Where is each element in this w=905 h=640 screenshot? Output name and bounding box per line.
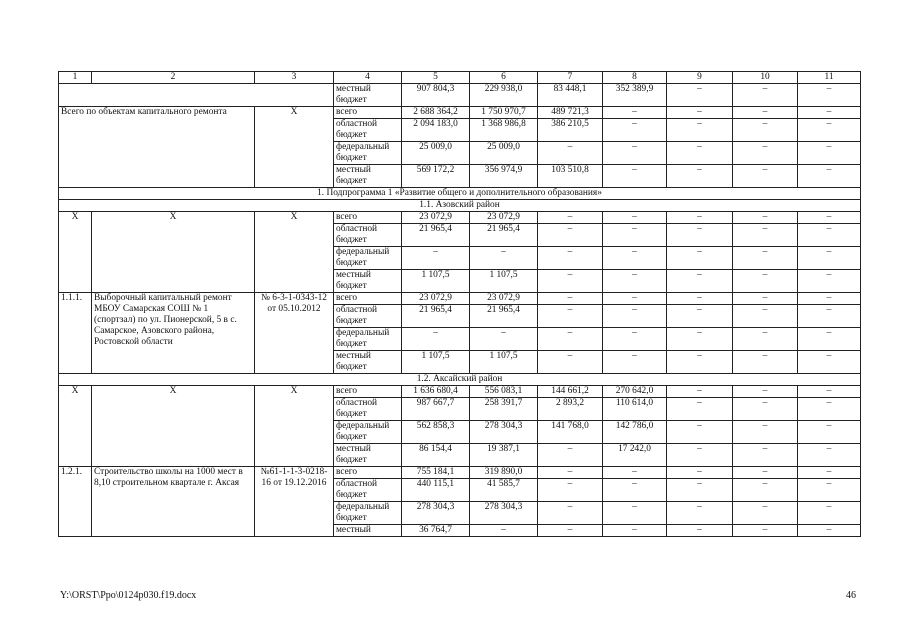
item-number-cell: 1.1.1. xyxy=(59,293,92,374)
amount-cell: – xyxy=(733,270,798,293)
amount-cell: 319 890,0 xyxy=(470,467,538,479)
amount-cell: – xyxy=(798,444,861,467)
amount-cell: – xyxy=(798,247,861,270)
amount-cell: – xyxy=(667,107,733,119)
funding-source-cell: федеральный бюджет xyxy=(334,502,402,525)
item-number-cell: Х xyxy=(59,212,92,293)
section-row xyxy=(59,188,861,200)
amount-cell: – xyxy=(603,270,667,293)
amount-cell: – xyxy=(538,142,603,165)
approval-doc-cell: Х xyxy=(255,212,334,293)
amount-cell: 41 585,7 xyxy=(470,479,538,502)
amount-cell: – xyxy=(538,444,603,467)
amount-cell: – xyxy=(667,119,733,142)
amount-cell: – xyxy=(733,386,798,398)
funding-source-cell: федеральный бюджет xyxy=(334,247,402,270)
amount-cell: – xyxy=(538,351,603,374)
funding-source-cell: областной бюджет xyxy=(334,305,402,328)
amount-cell: – xyxy=(667,351,733,374)
amount-cell: 386 210,5 xyxy=(538,119,603,142)
object-name-cell: Строительство школы на 1000 мест в 8,10 строительном квартале г. Аксая xyxy=(92,467,255,537)
amount-cell: 21 965,4 xyxy=(402,224,470,247)
item-number-cell: 1.2.1. xyxy=(59,467,92,537)
amount-cell: 356 974,9 xyxy=(470,165,538,188)
amount-cell: – xyxy=(538,270,603,293)
amount-cell: – xyxy=(733,502,798,525)
section-title: 1. Подпрограмма 1 «Развитие общего и дополнительного образования» xyxy=(59,188,861,200)
amount-cell: – xyxy=(667,328,733,351)
amount-cell: 83 448,1 xyxy=(538,84,603,107)
section-row xyxy=(59,374,861,386)
amount-cell: 23 072,9 xyxy=(470,293,538,305)
amount-cell: 103 510,8 xyxy=(538,165,603,188)
amount-cell: – xyxy=(733,224,798,247)
amount-cell: – xyxy=(798,525,861,537)
amount-cell: 1 636 680,4 xyxy=(402,386,470,398)
amount-cell: – xyxy=(603,212,667,224)
amount-cell: 144 661,2 xyxy=(538,386,603,398)
amount-cell: – xyxy=(538,467,603,479)
approval-doc-cell: Х xyxy=(255,107,334,188)
amount-cell: – xyxy=(733,165,798,188)
header-row xyxy=(59,72,861,84)
amount-cell: – xyxy=(402,328,470,351)
amount-cell: 19 387,1 xyxy=(470,444,538,467)
amount-cell: – xyxy=(733,212,798,224)
funding-source-cell: федеральный бюджет xyxy=(334,142,402,165)
amount-cell: – xyxy=(538,293,603,305)
funding-source-cell: местный бюджет xyxy=(334,84,402,107)
funding-source-cell: местный бюджет xyxy=(334,165,402,188)
header-cell: 6 xyxy=(470,72,538,84)
amount-cell: – xyxy=(603,224,667,247)
amount-cell: – xyxy=(798,305,861,328)
header-cell: 7 xyxy=(538,72,603,84)
amount-cell: 352 389,9 xyxy=(603,84,667,107)
amount-cell: – xyxy=(667,386,733,398)
table-row xyxy=(59,84,861,107)
funding-source-cell: местный бюджет xyxy=(334,270,402,293)
header-cell: 8 xyxy=(603,72,667,84)
header-cell: 9 xyxy=(667,72,733,84)
amount-cell: – xyxy=(667,502,733,525)
amount-cell: – xyxy=(667,293,733,305)
amount-cell: 229 938,0 xyxy=(470,84,538,107)
amount-cell: 440 115,1 xyxy=(402,479,470,502)
row-label: Всего по объектам капитального ремонта xyxy=(59,107,255,188)
funding-source-cell: федеральный бюджет xyxy=(334,421,402,444)
amount-cell: – xyxy=(538,328,603,351)
amount-cell: – xyxy=(798,84,861,107)
amount-cell: – xyxy=(603,107,667,119)
amount-cell: – xyxy=(733,444,798,467)
funding-source-cell: всего xyxy=(334,212,402,224)
amount-cell: 25 009,0 xyxy=(402,142,470,165)
footer-page-number: 46 xyxy=(846,590,856,601)
amount-cell: – xyxy=(798,270,861,293)
item-number-cell: Х xyxy=(59,386,92,467)
amount-cell: – xyxy=(733,305,798,328)
amount-cell: 907 804,3 xyxy=(402,84,470,107)
amount-cell: – xyxy=(667,305,733,328)
amount-cell: – xyxy=(603,165,667,188)
amount-cell: – xyxy=(733,479,798,502)
amount-cell: – xyxy=(603,119,667,142)
amount-cell: – xyxy=(667,421,733,444)
funding-source-cell: всего xyxy=(334,107,402,119)
header-cell: 1 xyxy=(59,72,92,84)
amount-cell: 1 107,5 xyxy=(470,270,538,293)
amount-cell: – xyxy=(667,525,733,537)
amount-cell: – xyxy=(733,467,798,479)
funding-source-cell: местный бюджет xyxy=(334,351,402,374)
amount-cell: – xyxy=(798,421,861,444)
object-name-cell: Выборочный капитальный ремонт МБОУ Самарская СОШ № 1 (спортзал) по ул. Пионерской, 5 в с. Самарское, Азовского района, Ростовской области xyxy=(92,293,255,374)
amount-cell: – xyxy=(603,467,667,479)
amount-cell: – xyxy=(667,247,733,270)
amount-cell: – xyxy=(798,328,861,351)
amount-cell: 258 391,7 xyxy=(470,398,538,421)
amount-cell: 2 893,2 xyxy=(538,398,603,421)
funding-source-cell: местный бюджет xyxy=(334,444,402,467)
amount-cell: – xyxy=(538,502,603,525)
table-row xyxy=(59,107,861,119)
section-title: 1.2. Аксайский район xyxy=(59,374,861,386)
amount-cell: 23 072,9 xyxy=(402,293,470,305)
table-row xyxy=(59,293,861,305)
amount-cell: – xyxy=(538,212,603,224)
amount-cell: – xyxy=(667,479,733,502)
amount-cell: – xyxy=(470,525,538,537)
amount-cell: – xyxy=(603,525,667,537)
amount-cell: – xyxy=(798,386,861,398)
funding-source-cell: областной бюджет xyxy=(334,479,402,502)
amount-cell: – xyxy=(603,305,667,328)
amount-cell: – xyxy=(538,305,603,328)
amount-cell: 987 667,7 xyxy=(402,398,470,421)
amount-cell: – xyxy=(470,328,538,351)
table-row xyxy=(59,212,861,224)
approval-doc-cell: Х xyxy=(255,386,334,467)
amount-cell: 1 368 986,8 xyxy=(470,119,538,142)
funding-source-cell: всего xyxy=(334,293,402,305)
table-row xyxy=(59,386,861,398)
section-row xyxy=(59,200,861,212)
amount-cell: – xyxy=(798,502,861,525)
amount-cell: – xyxy=(667,165,733,188)
amount-cell: – xyxy=(402,247,470,270)
amount-cell: – xyxy=(798,351,861,374)
amount-cell: 2 094 183,0 xyxy=(402,119,470,142)
amount-cell: – xyxy=(603,479,667,502)
amount-cell: – xyxy=(733,351,798,374)
amount-cell: – xyxy=(798,224,861,247)
amount-cell: 25 009,0 xyxy=(470,142,538,165)
amount-cell: – xyxy=(538,479,603,502)
amount-cell: 556 083,1 xyxy=(470,386,538,398)
amount-cell: 278 304,3 xyxy=(470,502,538,525)
amount-cell: 1 107,5 xyxy=(470,351,538,374)
amount-cell: – xyxy=(798,293,861,305)
table-row xyxy=(59,467,861,479)
amount-cell: – xyxy=(538,224,603,247)
amount-cell: – xyxy=(733,421,798,444)
amount-cell: 569 172,2 xyxy=(402,165,470,188)
amount-cell: 142 786,0 xyxy=(603,421,667,444)
amount-cell: – xyxy=(733,107,798,119)
amount-cell: – xyxy=(798,142,861,165)
funding-source-cell: областной бюджет xyxy=(334,224,402,247)
amount-cell: 489 721,3 xyxy=(538,107,603,119)
amount-cell: – xyxy=(798,479,861,502)
amount-cell: 278 304,3 xyxy=(402,502,470,525)
amount-cell: 86 154,4 xyxy=(402,444,470,467)
amount-cell: – xyxy=(667,444,733,467)
amount-cell: 23 072,9 xyxy=(402,212,470,224)
amount-cell: – xyxy=(667,398,733,421)
section-title: 1.1. Азовский район xyxy=(59,200,861,212)
amount-cell: 278 304,3 xyxy=(470,421,538,444)
amount-cell: – xyxy=(733,293,798,305)
amount-cell: – xyxy=(667,467,733,479)
amount-cell: – xyxy=(733,84,798,107)
amount-cell: – xyxy=(798,107,861,119)
amount-cell: – xyxy=(733,398,798,421)
header-cell: 11 xyxy=(798,72,861,84)
amount-cell: 2 688 364,2 xyxy=(402,107,470,119)
amount-cell: 1 750 970,7 xyxy=(470,107,538,119)
amount-cell: 21 965,4 xyxy=(402,305,470,328)
amount-cell: – xyxy=(603,351,667,374)
amount-cell: – xyxy=(603,247,667,270)
amount-cell: – xyxy=(798,398,861,421)
amount-cell: – xyxy=(667,224,733,247)
amount-cell: – xyxy=(603,142,667,165)
header-cell: 10 xyxy=(733,72,798,84)
amount-cell: 1 107,5 xyxy=(402,270,470,293)
amount-cell: 36 764,7 xyxy=(402,525,470,537)
amount-cell: – xyxy=(667,84,733,107)
funding-source-cell: всего xyxy=(334,386,402,398)
approval-doc-cell: №61-1-1-3-0218-16 от 19.12.2016 xyxy=(255,467,334,537)
budget-table xyxy=(58,71,861,537)
approval-doc-cell: № 6-3-1-0343-12 от 05.10.2012 xyxy=(255,293,334,374)
amount-cell: – xyxy=(798,212,861,224)
amount-cell: – xyxy=(603,328,667,351)
funding-source-cell: всего xyxy=(334,467,402,479)
amount-cell: – xyxy=(667,142,733,165)
amount-cell: – xyxy=(538,247,603,270)
amount-cell: – xyxy=(538,525,603,537)
object-name-cell: Х xyxy=(92,386,255,467)
header-cell: 5 xyxy=(402,72,470,84)
amount-cell: – xyxy=(733,525,798,537)
amount-cell: 1 107,5 xyxy=(402,351,470,374)
empty-cell xyxy=(59,84,334,107)
funding-source-cell: федеральный бюджет xyxy=(334,328,402,351)
header-cell: 2 xyxy=(92,72,255,84)
amount-cell: – xyxy=(733,119,798,142)
amount-cell: 23 072,9 xyxy=(470,212,538,224)
amount-cell: – xyxy=(603,502,667,525)
table-body xyxy=(59,72,861,537)
amount-cell: 562 858,3 xyxy=(402,421,470,444)
amount-cell: 141 768,0 xyxy=(538,421,603,444)
amount-cell: – xyxy=(667,212,733,224)
funding-source-cell: областной бюджет xyxy=(334,119,402,142)
amount-cell: 17 242,0 xyxy=(603,444,667,467)
footer-file-path: Y:\ORST\Ppo\0124p030.f19.docx xyxy=(60,590,197,601)
header-cell: 3 xyxy=(255,72,334,84)
object-name-cell: Х xyxy=(92,212,255,293)
amount-cell: – xyxy=(733,328,798,351)
amount-cell: – xyxy=(667,270,733,293)
amount-cell: – xyxy=(798,165,861,188)
amount-cell: – xyxy=(603,293,667,305)
amount-cell: 21 965,4 xyxy=(470,224,538,247)
amount-cell: – xyxy=(470,247,538,270)
amount-cell: – xyxy=(798,119,861,142)
funding-source-cell: местный xyxy=(334,525,402,537)
amount-cell: 21 965,4 xyxy=(470,305,538,328)
amount-cell: 270 642,0 xyxy=(603,386,667,398)
funding-source-cell: областной бюджет xyxy=(334,398,402,421)
amount-cell: – xyxy=(733,247,798,270)
header-cell: 4 xyxy=(334,72,402,84)
amount-cell: – xyxy=(798,467,861,479)
amount-cell: – xyxy=(733,142,798,165)
amount-cell: 755 184,1 xyxy=(402,467,470,479)
amount-cell: 110 614,0 xyxy=(603,398,667,421)
